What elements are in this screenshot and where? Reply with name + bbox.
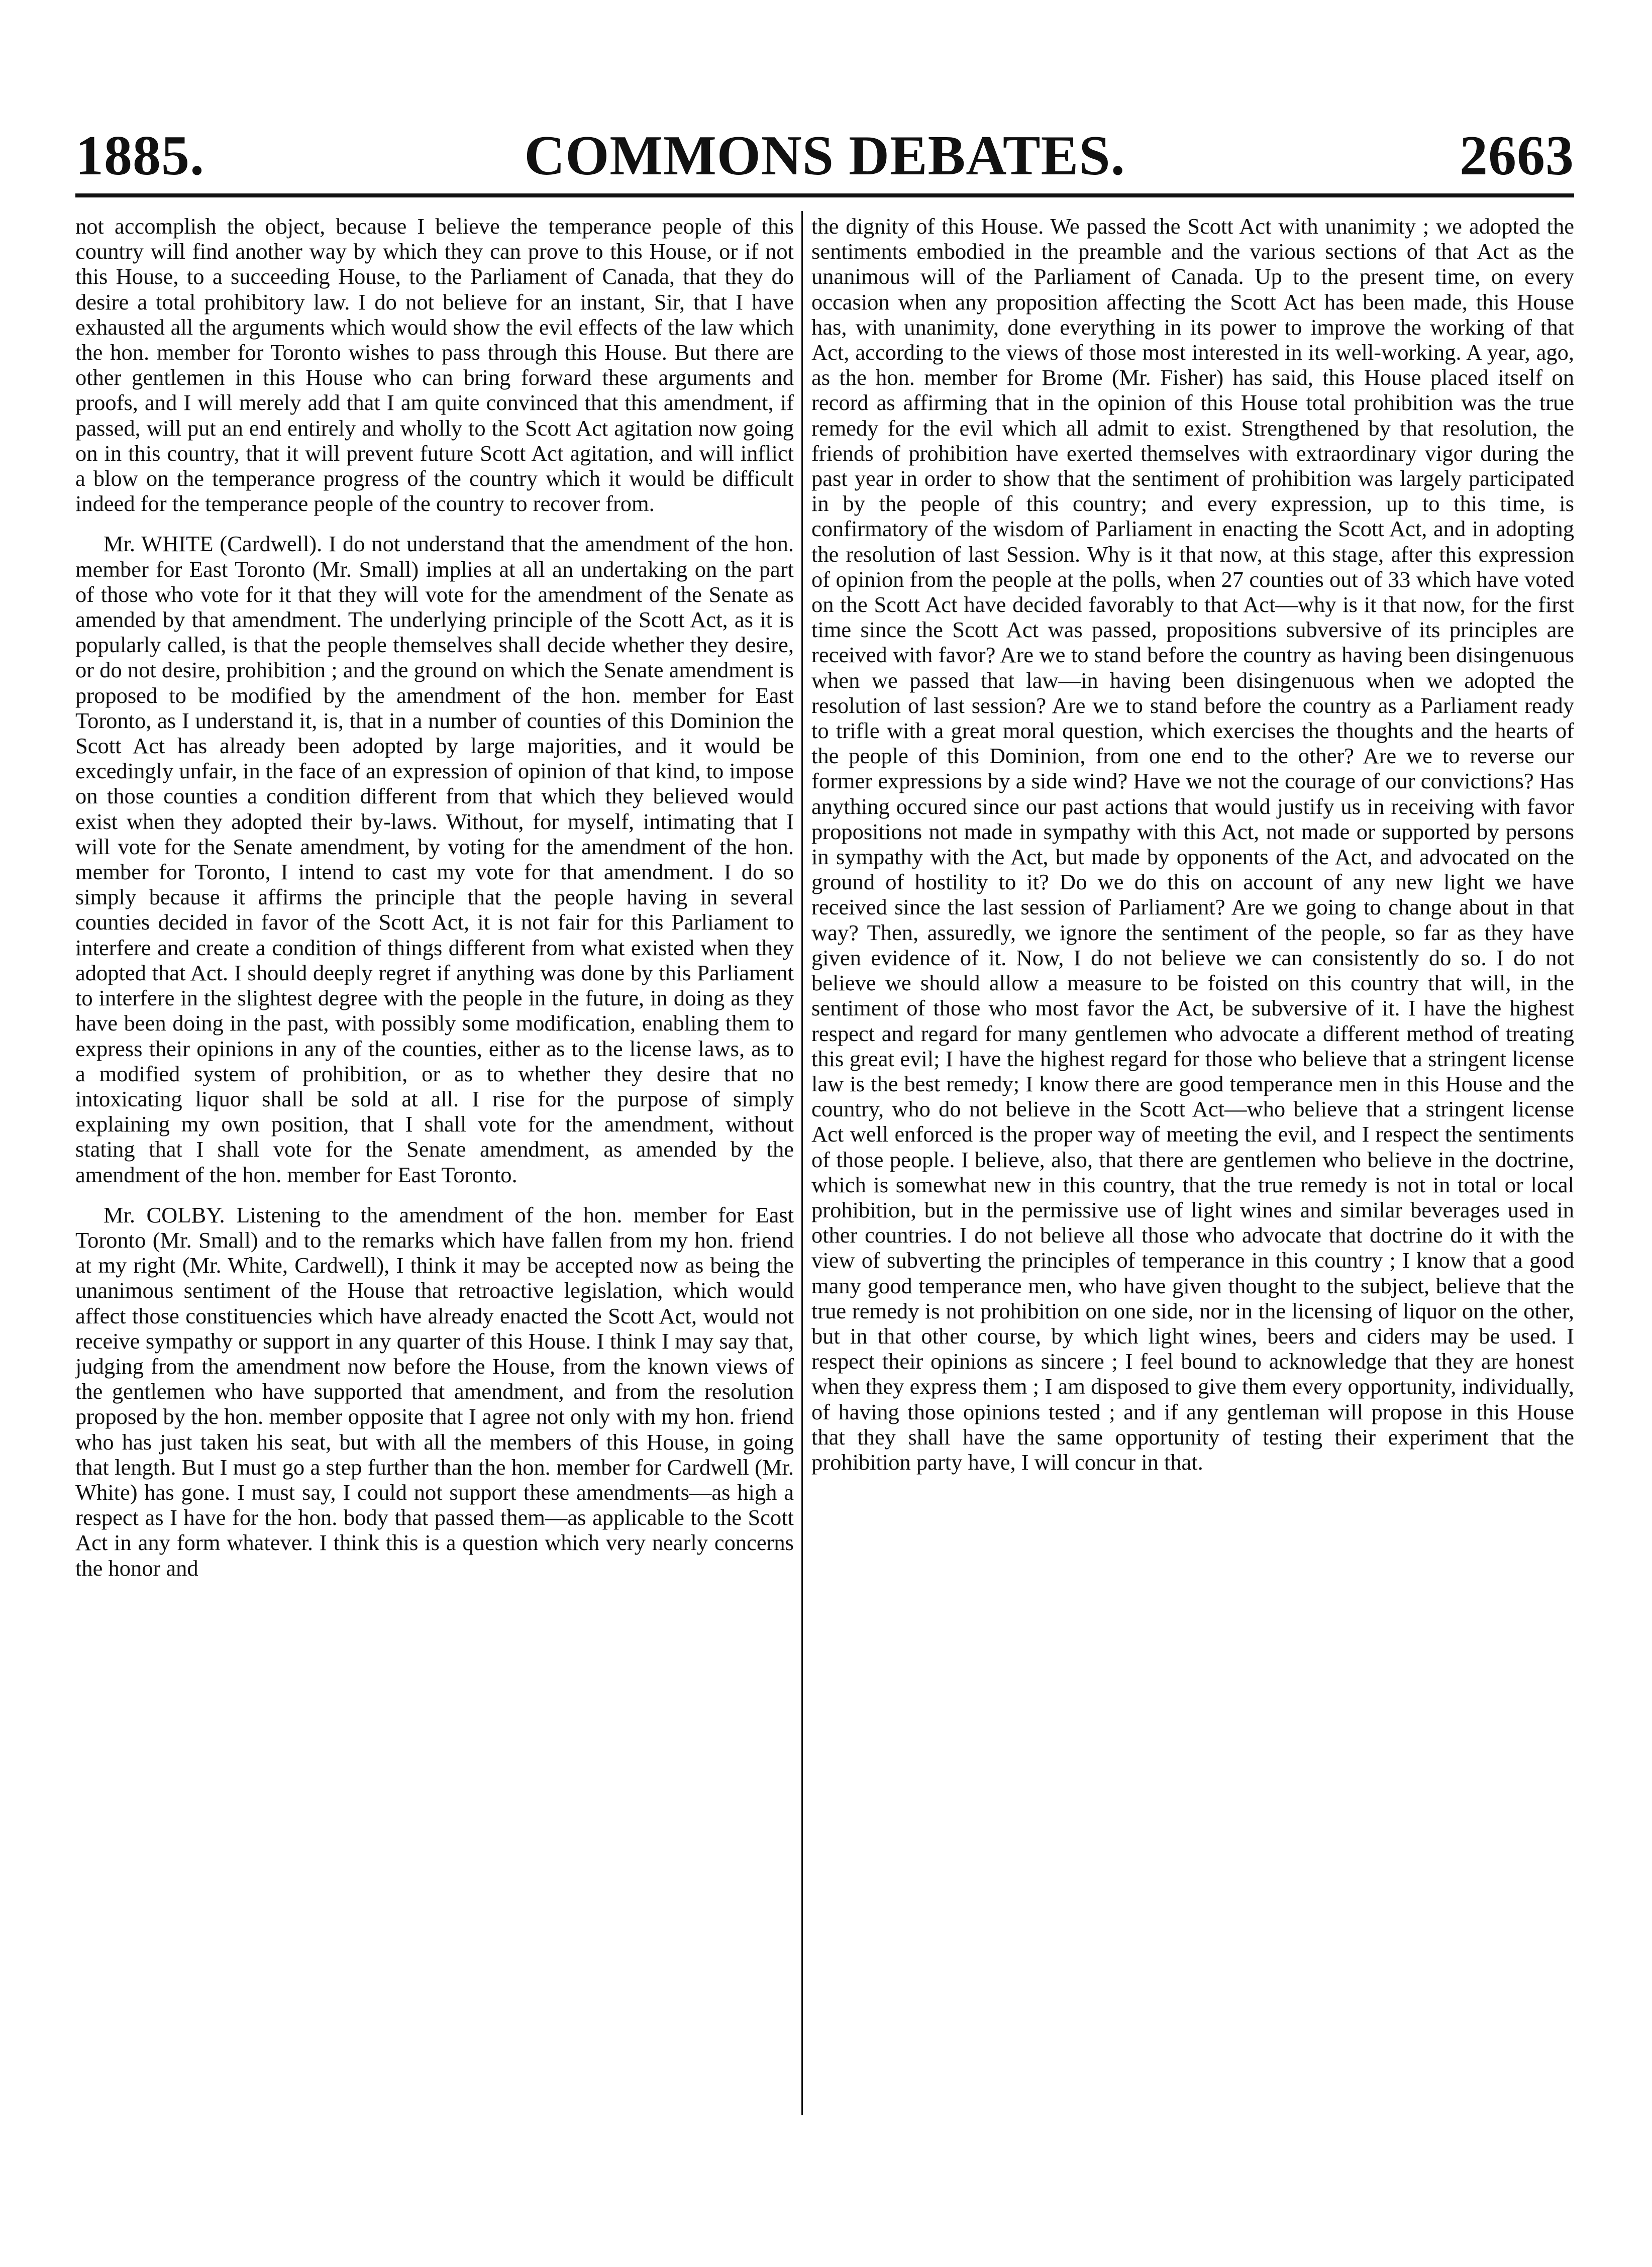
speech-white: I do not understand that the amendment of the hon. member for East Toronto (Mr. Small) implies at all an undertaking on the part of those who vote for it that they will vote for the amendment of the Senate as amended by that amendment. The underlying principle of the Scott Act, as it is popularly called, is that the people themselves shall decide whether they desire, or do not desire, prohibition ; and the ground on which the Senate amendment is proposed to be modified by the amendment of the hon. member for East Toronto, as I understand it, is, that in a number of counties of this Dominion the Scott Act has already been adopted by large majorities, and it would be excedingly unfair, in the face of an expression of opinion of that kind, to impose on those counties a condition different from that which they believed would exist when they adopted their by-laws. Without, for myself, intimating that I will vote for the Senate amendment, by voting for the amendment of the hon. member for Toronto, I intend to cast my vote for that amendment. I do so simply because it affirms the principle that the people having in several counties decided in favor of the Scott Act, it is not fair for this Parliament to interfere and create a condition of things different from what existed when they adopted that Act. I should deeply regret if anything was done by this Parliament to interfere in the slightest degree with the people in the future, in doing as they have been doing in the past, with possibly some modification, enabling them to express their opinions in any of the counties, either as to the license laws, as to a modified system of prohibition, or as to whether they desire that no intoxicating liquor shall be sold at all. I rise for the purpose of simply explaining my own position, that I shall vote for the amendment, without stating that I shall vote for the Senate amendment, as amended by the amendment of the hon. member for East Toronto. bbox=[75, 531, 794, 1187]
left-paragraph-2 bbox=[75, 531, 794, 1187]
speaker-colby: Mr. COLBY. bbox=[104, 1202, 225, 1227]
page-header bbox=[75, 121, 1574, 191]
left-column bbox=[75, 214, 794, 2123]
right-paragraph-1: the dignity of this House. We passed the Scott Act with unanimity ; we adopted the sentiments embodied in the preamble and the various sections of that Act as the unanimous will of the Parliament of Canada. Up to the present time, on every occasion when any proposition affecting the Scott Act has been made, this House has, with unanimity, done everything in its power to improve the working of that Act, according to the views of those most interested in its well-working. A year, ago, as the hon. member for Brome (Mr. Fisher) has said, this House placed itself on record as affirming that in the opinion of this House total prohibition was the true remedy for the evil which all admit to exist. Strengthened by that resolution, the friends of prohibition have exerted themselves with extraordinary vigor during the past year in order to show that the sentiment of prohibition was largely participated in by the people of this country; and every expression, up to this time, is confirmatory of the wisdom of Parliament in enacting the Scott Act, and in adopting the resolution of last Session. Why is it that now, at this stage, after this expression of opinion from the people at the polls, when 27 counties out of 33 which have voted on the Scott Act have decided favorably to that Act—why is it that now, for the first time since the Scott Act was passed, propositions subversive of its principles are received with favor? Are we to stand before the country as having been disingenuous when we passed that law—in having been disingenuous when we adopted the resolution of last session? Are we to stand before the country as a Parliament ready to trifle with a great moral question, which exercises the thoughts and the hearts of the people of this Dominion, from one end to the other? Are we to reverse our former expressions by a side wind? Have we not the courage of our convictions? Has anything occured since our past actions that would justify us in receiving with favor propositions not made in sympathy with this Act, not made or supported by persons in sympathy with the Act, but made by opponents of the Act, and advocated on the ground of hostility to it? Do we do this on account of any new light we have received since the last session of Parliament? Are we going to change about in that way? Then, assuredly, we ignore the sentiment of the people, so far as they have given evidence of it. Now, I do not believe we can consistently do so. I do not believe we should allow a measure to be foisted on this country that will, in the sentiment of those who most favor the Act, be subversive of it. I have the highest respect and regard for many gentlemen who advocate a different method of treating this great evil; I have the highest regard for those who believe that a stringent license law is the best remedy; I know there are good temperance men in this House and the country, who do not believe in the Scott Act—who believe that a stringent license Act well enforced is the proper way of meeting the evil, and I respect the sentiments of those people. I believe, also, that there are gentlemen who believe in the doctrine, which is somewhat new in this country, that the true remedy is not in total or local prohibition, but in the permissive use of light wines and similar beverages used in other countries. I do not believe all those who advocate that doctrine do it with the view of subverting the principles of temperance in this country ; I know that a good many good temperance men, who have given thought to the subject, believe that the true remedy is not prohibition on one side, nor in the licensing of liquor on the other, but in that other course, by which light wines, beers and ciders may be used. I respect their opinions as sincere ; I feel bound to acknowledge that they are honest when they express them ; I am disposed to give them every opportunity, individually, of having those opinions tested ; and if any gentleman will propose in this House that they shall have the same opportunity of testing their experiment that the prohibition party have, I will concur in that. bbox=[811, 214, 1574, 1475]
speaker-white: Mr. WHITE (Cardwell). bbox=[104, 531, 323, 557]
right-column bbox=[811, 214, 1574, 2123]
header-title: COMMONS DEBATES. bbox=[524, 125, 1125, 187]
column-divider bbox=[801, 211, 803, 2115]
left-paragraph-1: not accomplish the object, because I believe the temperance people of this country will find another way by which they can prove to this House, or if not this House, to a succeeding House, to the Parliament of Canada, that they do desire a total prohibitory law. I do not believe for an instant, Sir, that I have exhausted all the arguments which would show the evil effects of the law which the hon. member for Toronto wishes to pass through this House. But there are other gentlemen in this House who can bring forward these arguments and proofs, and I will merely add that I am quite convinced that this amendment, if passed, will put an end entirely and wholly to the Scott Act agitation now going on in this country, that it will prevent future Scott Act agitation, and will inflict a blow on the temperance progress of the country which it would be difficult indeed for the temperance people of the country to recover from. bbox=[75, 214, 794, 517]
left-paragraph-3 bbox=[75, 1202, 794, 1581]
header-year: 1885. bbox=[75, 125, 204, 187]
header-rule bbox=[75, 193, 1574, 197]
header-page-number: 2663 bbox=[1460, 125, 1574, 187]
speech-colby: Listening to the amendment of the hon. member for East Toronto (Mr. Small) and to the remarks which have fallen from my hon. friend at my right (Mr. White, Cardwell), I think it may be accepted now as being the unanimous sentiment of the House that retroactive legislation, which would affect those constituencies which have already enacted the Scott Act, would not receive sympathy or support in any quarter of this House. I think I may say that, judging from the amendment now before the House, from the known views of the gentlemen who have supported that amendment, and from the resolution proposed by the hon. member opposite that I agree not only with my hon. friend who has just taken his seat, but with all the members of this House, in going that length. But I must go a step further than the hon. member for Cardwell (Mr. White) has gone. I must say, I could not support these amendments—as high a respect as I have for the hon. body that passed them—as applicable to the Scott Act in any form whatever. I think this is a question which very nearly concerns the honor and bbox=[75, 1202, 794, 1581]
